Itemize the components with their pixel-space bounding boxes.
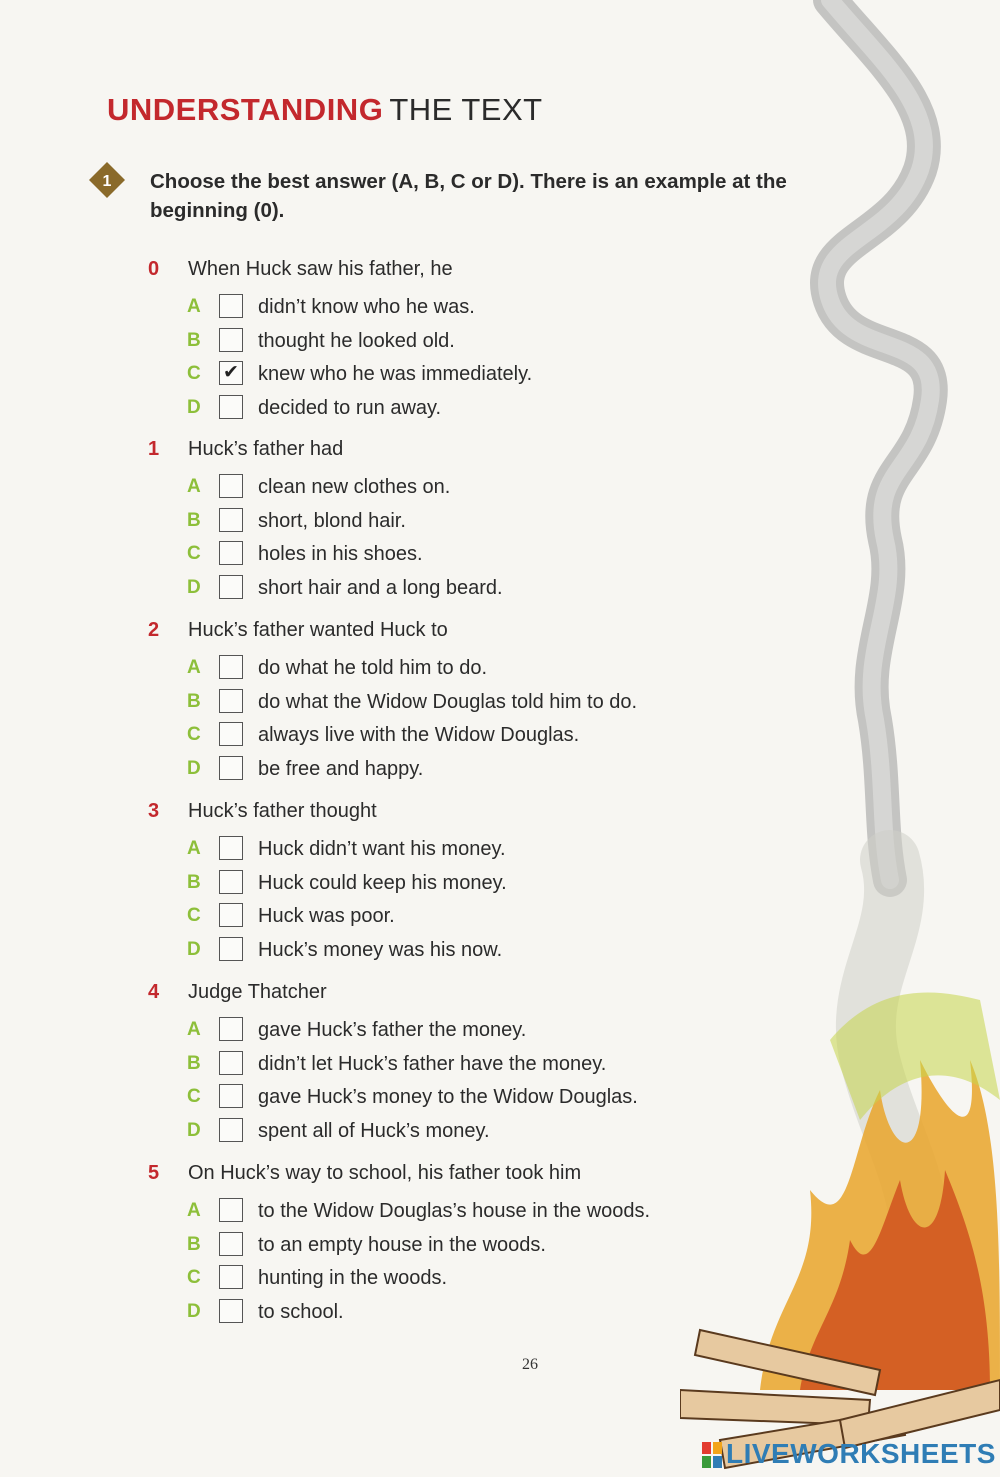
- answer-checkbox[interactable]: [219, 1232, 243, 1256]
- answer-checkbox[interactable]: [219, 474, 243, 498]
- answer-checkbox[interactable]: [219, 870, 243, 894]
- option-letter: D: [187, 1300, 201, 1322]
- option-text: short, blond hair.: [258, 509, 406, 532]
- answer-checkbox[interactable]: [219, 508, 243, 532]
- answer-checkbox[interactable]: [219, 1051, 243, 1075]
- exercise-instruction: Choose the best answer (A, B, C or D). There is an example at the beginning (0).: [150, 170, 787, 222]
- option-letter: A: [187, 296, 201, 317]
- option-letter: D: [187, 1119, 201, 1141]
- option-letter: A: [187, 1019, 201, 1040]
- option-letter: B: [187, 871, 201, 893]
- question-number: 4: [148, 981, 160, 1003]
- answer-checkbox[interactable]: [219, 722, 243, 746]
- question-stem: When Huck saw his father, he: [188, 258, 453, 280]
- option-letter: D: [187, 396, 201, 418]
- option-text: Huck didn’t want his money.: [258, 838, 506, 860]
- option-letter: C: [187, 1267, 201, 1289]
- option-text: Huck’s money was his now.: [258, 938, 503, 961]
- watermark-text: LIVEWORKSHEETS: [726, 1438, 996, 1469]
- option-text: do what the Widow Douglas told him to do.: [258, 690, 638, 713]
- section-title: [107, 92, 543, 128]
- option-letter: D: [187, 938, 201, 960]
- option-text: Huck was poor.: [258, 905, 395, 928]
- option-text: spent all of Huck’s money.: [258, 1119, 490, 1142]
- answer-checkbox[interactable]: [219, 655, 243, 679]
- option-letter: B: [187, 690, 201, 712]
- option-letter: B: [187, 1052, 201, 1074]
- question-number: 5: [148, 1162, 160, 1184]
- option-letter: C: [187, 1086, 201, 1108]
- option-text: gave Huck’s father the money.: [258, 1019, 527, 1041]
- answer-checkbox[interactable]: [219, 756, 243, 780]
- answer-checkbox[interactable]: [219, 541, 243, 565]
- answer-checkbox[interactable]: [219, 1265, 243, 1289]
- option-text: to school.: [258, 1300, 344, 1323]
- option-text: do what he told him to do.: [258, 657, 488, 679]
- option-letter: A: [187, 838, 201, 859]
- question-stem: Huck’s father had: [188, 438, 344, 460]
- option-text: be free and happy.: [258, 757, 424, 780]
- option-text: holes in his shoes.: [258, 543, 423, 566]
- answer-checkbox[interactable]: [219, 1084, 243, 1108]
- answer-checkbox[interactable]: [219, 836, 243, 860]
- option-text: didn’t know who he was.: [258, 296, 475, 318]
- option-letter: B: [187, 1233, 201, 1255]
- question-stem: Huck’s father wanted Huck to: [188, 619, 448, 641]
- answer-checkbox[interactable]: [219, 1017, 243, 1041]
- option-letter: A: [187, 657, 201, 678]
- option-text: didn’t let Huck’s father have the money.: [258, 1052, 607, 1075]
- option-letter: C: [187, 363, 201, 385]
- option-text: Huck could keep his money.: [258, 871, 507, 894]
- option-letter: A: [187, 476, 201, 497]
- liveworksheets-logo-icon: [700, 1440, 724, 1470]
- answer-checkbox[interactable]: [219, 328, 243, 352]
- exercise-number-badge-icon: [87, 160, 127, 200]
- option-text: gave Huck’s money to the Widow Douglas.: [258, 1086, 638, 1109]
- option-text: to the Widow Douglas’s house in the woods.: [258, 1200, 651, 1222]
- option-letter: C: [187, 905, 201, 927]
- answer-checkbox[interactable]: [219, 1299, 243, 1323]
- question-stem: On Huck’s way to school, his father took him: [188, 1162, 582, 1184]
- option-text: to an empty house in the woods.: [258, 1233, 546, 1256]
- option-text: always live with the Widow Douglas.: [258, 724, 580, 747]
- exercise-number: 1: [102, 173, 112, 190]
- option-text: short hair and a long beard.: [258, 576, 503, 599]
- question-number: 3: [148, 800, 160, 822]
- option-letter: B: [187, 509, 201, 531]
- question-stem: Judge Thatcher: [188, 981, 327, 1003]
- answer-checkbox[interactable]: [219, 395, 243, 419]
- answer-checkbox[interactable]: [219, 575, 243, 599]
- answer-checkbox[interactable]: [219, 294, 243, 318]
- title-rest: THE TEXT: [389, 92, 543, 127]
- option-text: knew who he was immediately.: [258, 363, 533, 386]
- question-number: 0: [148, 258, 160, 280]
- answer-checkbox[interactable]: [219, 1198, 243, 1222]
- option-letter: D: [187, 757, 201, 779]
- answer-checkbox-checked[interactable]: ✔: [219, 361, 243, 385]
- option-letter: A: [187, 1200, 201, 1221]
- page-number: 26: [522, 1356, 538, 1373]
- option-letter: B: [187, 329, 201, 351]
- question-stem: Huck’s father thought: [188, 800, 377, 822]
- option-letter: D: [187, 576, 201, 598]
- question-number: 2: [148, 619, 160, 641]
- title-bold: UNDERSTANDING: [107, 92, 384, 127]
- answer-checkbox[interactable]: [219, 937, 243, 961]
- answer-checkbox[interactable]: [219, 689, 243, 713]
- option-text: thought he looked old.: [258, 329, 455, 352]
- option-letter: C: [187, 724, 201, 746]
- option-text: clean new clothes on.: [258, 476, 451, 498]
- campfire-smoke-illustration: [680, 0, 1000, 1477]
- answer-checkbox[interactable]: [219, 903, 243, 927]
- option-text: hunting in the woods.: [258, 1267, 448, 1290]
- question-number: 1: [148, 438, 160, 460]
- option-text: decided to run away.: [258, 396, 442, 419]
- option-letter: C: [187, 543, 201, 565]
- answer-checkbox[interactable]: [219, 1118, 243, 1142]
